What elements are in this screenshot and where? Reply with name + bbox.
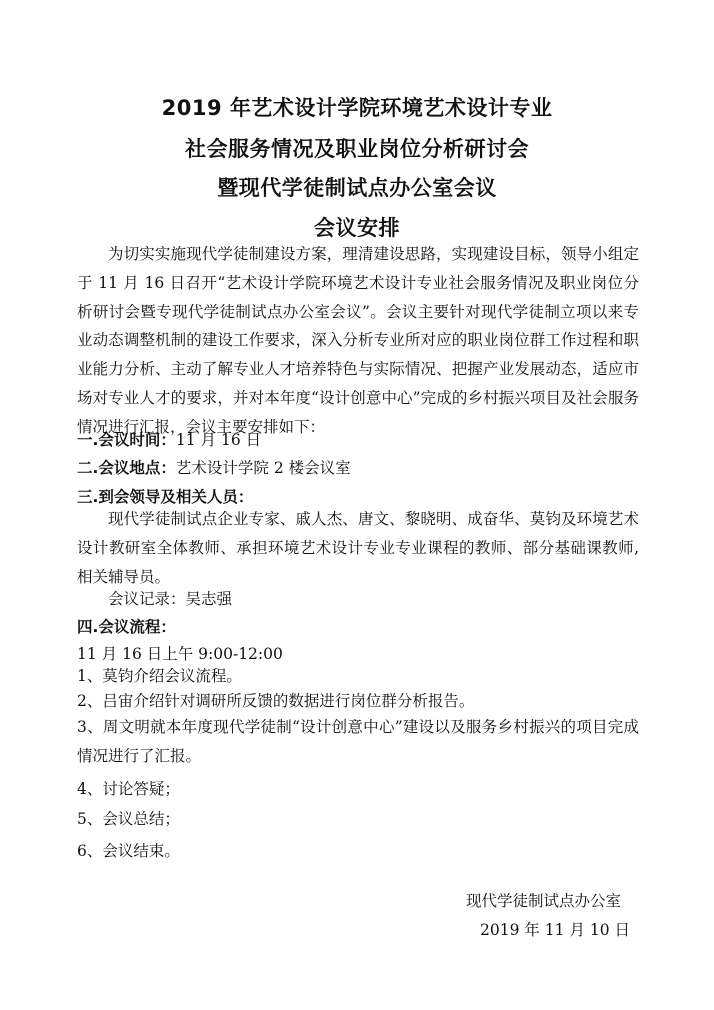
meeting-location-value: 艺术设计学院 2 楼会议室: [175, 459, 351, 477]
meeting-time-row: [77, 428, 639, 452]
meeting-recorder: 会议记录：吴志强: [108, 590, 233, 608]
meeting-location-row: [77, 456, 639, 480]
issue-date: 2019 年 11 月 10 日: [480, 921, 631, 939]
process-step-3: 3、周文明就本年度现代学徒制“设计创意中心”建设以及服务乡村振兴的项目完成情况进行了汇报。: [77, 718, 639, 765]
document-title-line-1: 2019 年艺术设计学院环境艺术设计专业: [161, 96, 553, 120]
process-step-4: 4、讨论答疑；: [77, 780, 180, 798]
intro-paragraph: 为切实实施现代学徒制建设方案，理清建设思路，实现建设目标，领导小组定于 11 月 16 日召开“艺术设计学院环境艺术设计专业社会服务情况及职业岗位分析研讨会暨专现代学徒制试点办公室会议”。会议主要针对现代学徒制立项以来专业动态调整机制的建设工作要求，深入分析专业所对应的职业岗位群工作过程和职业能力分析、主动了解专业人才培养特色与实际情况、把握产业发展动态，适应市场对专业人才的要求，并对本年度“设计创意中心”完成的乡村振兴项目及社会服务情况进行汇报，会议主要安排如下：: [77, 245, 639, 436]
attendees-heading: 三.到会领导及相关人员：: [77, 488, 254, 506]
meeting-time-label: 一.会议时间：: [77, 431, 176, 449]
meeting-process-heading: 四.会议流程：: [77, 618, 176, 636]
process-step-6: 6、会议结束。: [77, 842, 180, 860]
document-title-line-4: 会议安排: [314, 216, 400, 240]
process-step-5: 5、会议总结；: [77, 810, 180, 828]
meeting-location-label: 二.会议地点：: [77, 459, 176, 477]
document-title-line-2: 社会服务情况及职业岗位分析研讨会: [185, 137, 529, 161]
process-step-1: 1、莫钧介绍会议流程。: [77, 667, 242, 685]
meeting-time-value: 11 月 16 日: [175, 431, 262, 449]
attendees-paragraph: 现代学徒制试点企业专家、戚人杰、唐文、黎晓明、成奋华、莫钧及环境艺术设计教研室全体教师、承担环境艺术设计专业专业课程的教师、部分基础课教师,相关辅导员。: [77, 510, 639, 586]
issuing-organization: 现代学徒制试点办公室: [466, 892, 622, 910]
meeting-process-time: 11 月 16 日上午 9:00-12:00: [77, 645, 283, 663]
document-title-line-3: 暨现代学徒制试点办公室会议: [217, 176, 497, 200]
process-step-2: 2、吕宙介绍针对调研所反馈的数据进行岗位群分析报告。: [77, 692, 475, 710]
